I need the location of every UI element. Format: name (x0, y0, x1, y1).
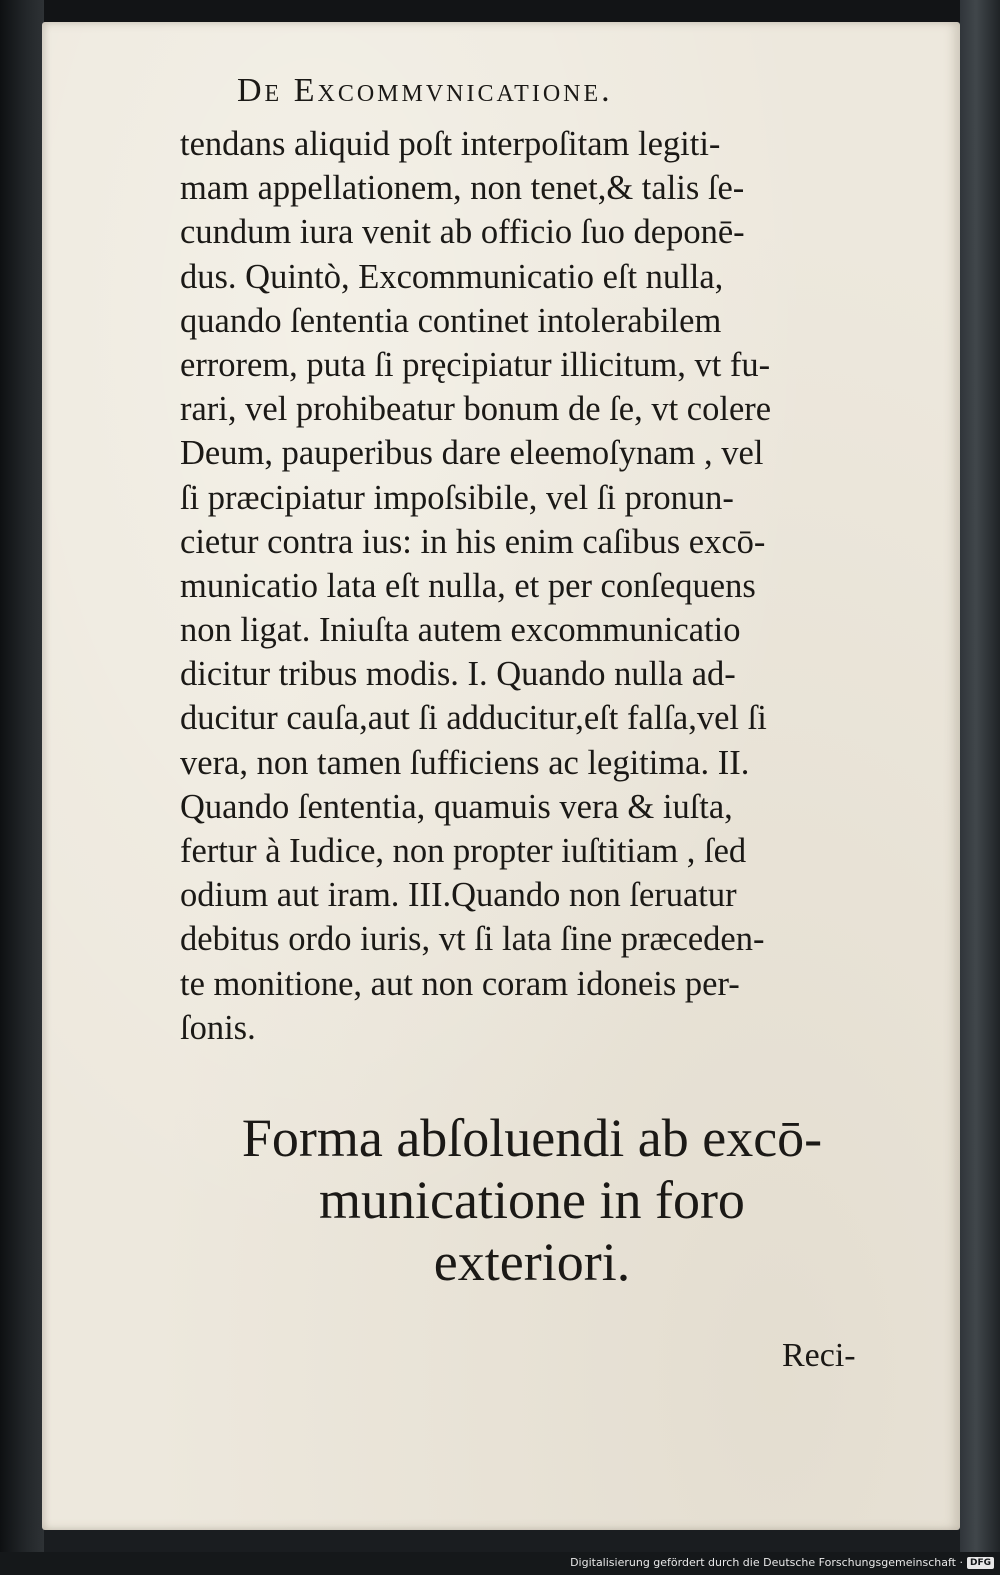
text-line: Quando ſententia, quamuis vera & iuſta, (180, 787, 733, 826)
text-line: non ligat. Iniuſta autem excommunicatio (180, 611, 741, 650)
text-line: odium aut iram. III.Quando non ſeruatur (180, 876, 737, 915)
text-line: te monitione, aut non coram idoneis per- (180, 964, 740, 1003)
book-page (42, 22, 960, 1530)
footer-credit (570, 1556, 994, 1569)
heading-line: municatione in foro (319, 1170, 745, 1230)
text-line: ducitur cauſa,aut ſi adducitur,eſt falſa,vel ſi (180, 699, 767, 738)
body-text (180, 122, 900, 1050)
book-edge-left (0, 0, 44, 1575)
book-edge-right (960, 0, 1000, 1575)
text-line: quando ſententia continet intolerabilem (180, 301, 722, 340)
heading-line: exteriori. (433, 1232, 631, 1292)
section-heading (142, 1107, 922, 1293)
text-line: Deum, pauperibus dare eleemoſynam , vel (180, 434, 764, 473)
text-line: ſi præcipiatur impoſsibile, vel ſi pronun- (180, 478, 734, 517)
text-line: debitus ordo iuris, vt ſi lata ſine præceden- (180, 920, 765, 959)
text-line: dus. Quintò, Excommunicatio eſt nulla, (180, 257, 724, 296)
book-edge-top (0, 0, 1000, 22)
text-line: ſonis. (180, 1008, 256, 1047)
text-line: rari, vel prohibeatur bonum de ſe, vt colere (180, 390, 772, 429)
dfg-logo: DFG (967, 1557, 994, 1569)
text-line: vera, non tamen ſufficiens ac legitima. II. (180, 743, 750, 782)
catchword: Reci- (782, 1337, 856, 1374)
footer-credit-text: Digitalisierung gefördert durch die Deutsche Forschungsgemeinschaft · (570, 1556, 963, 1569)
text-line: fertur à Iudice, non propter iuſtitiam , ſed (180, 832, 747, 870)
text-line: cietur contra ius: in his enim caſibus excō- (180, 522, 766, 561)
text-line: mam appellationem, non tenet,& talis ſe- (180, 169, 745, 208)
running-header: De Excommvnicatione. (237, 72, 613, 109)
text-line: tendans aliquid poſt interpoſitam legiti- (180, 125, 721, 163)
text-line: cundum iura venit ab officio ſuo deponē- (180, 213, 745, 252)
heading-line: Forma abſoluendi ab excō- (241, 1108, 823, 1168)
text-line: errorem, puta ſi pręcipiatur illicitum, vt fu- (180, 345, 771, 384)
text-line: dicitur tribus modis. I. Quando nulla ad- (180, 655, 736, 694)
text-line: municatio lata eſt nulla, et per conſequens (180, 566, 756, 605)
